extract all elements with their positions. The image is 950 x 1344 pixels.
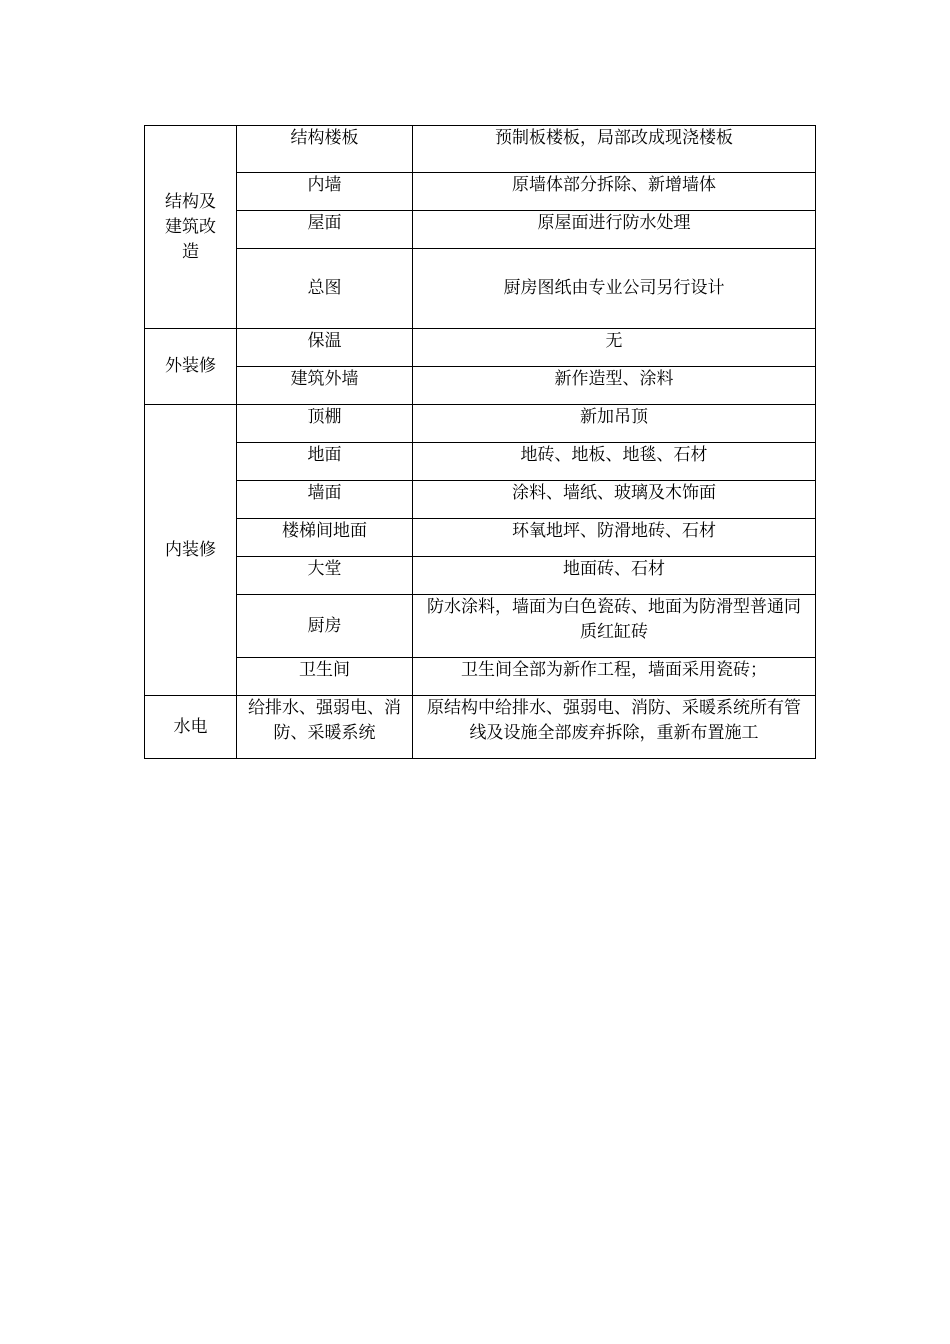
desc-cell: 涂料、墙纸、玻璃及木饰面: [413, 481, 816, 519]
table-row: [145, 367, 816, 405]
item-cell: 地面: [237, 443, 413, 481]
desc-cell: 厨房图纸由专业公司另行设计: [413, 249, 816, 329]
table-row: [145, 696, 816, 759]
table-row: [145, 173, 816, 211]
category-cell: [145, 126, 237, 329]
table-row: [145, 329, 816, 367]
desc-cell: 地面砖、石材: [413, 557, 816, 595]
table-row: [145, 557, 816, 595]
table-row: [145, 249, 816, 329]
item-cell: 楼梯间地面: [237, 519, 413, 557]
table-row: [145, 519, 816, 557]
desc-cell: 新加吊顶: [413, 405, 816, 443]
desc-cell: 新作造型、涂料: [413, 367, 816, 405]
table-row: [145, 658, 816, 696]
item-cell: 厨房: [237, 595, 413, 658]
item-cell: 保温: [237, 329, 413, 367]
item-cell: 结构楼板: [237, 126, 413, 173]
table-row: [145, 211, 816, 249]
category-cell: 外装修: [145, 329, 237, 405]
desc-cell: 无: [413, 329, 816, 367]
desc-cell: 原墙体部分拆除、新增墙体: [413, 173, 816, 211]
item-cell: 给排水、强弱电、消防、采暖系统: [237, 696, 413, 759]
desc-cell: 原屋面进行防水处理: [413, 211, 816, 249]
table-row: [145, 405, 816, 443]
desc-cell: 防水涂料，墙面为白色瓷砖、地面为防滑型普通同质红缸砖: [413, 595, 816, 658]
category-label: 结构及建筑改造: [165, 191, 216, 262]
item-cell: 大堂: [237, 557, 413, 595]
item-cell: 内墙: [237, 173, 413, 211]
item-cell: 卫生间: [237, 658, 413, 696]
category-cell: 水电: [145, 696, 237, 759]
item-cell: 顶棚: [237, 405, 413, 443]
table-row: [145, 126, 816, 173]
item-cell: 建筑外墙: [237, 367, 413, 405]
category-cell: 内装修: [145, 405, 237, 696]
table-row: [145, 443, 816, 481]
desc-cell: 地砖、地板、地毯、石材: [413, 443, 816, 481]
item-cell: 墙面: [237, 481, 413, 519]
table-row: [145, 481, 816, 519]
desc-cell: 原结构中给排水、强弱电、消防、采暖系统所有管线及设施全部废弃拆除，重新布置施工: [413, 696, 816, 759]
desc-cell: 预制板楼板，局部改成现浇楼板: [413, 126, 816, 173]
item-cell: 屋面: [237, 211, 413, 249]
table-row: [145, 595, 816, 658]
renovation-spec-table: [144, 125, 816, 759]
item-cell: 总图: [237, 249, 413, 329]
desc-cell: 卫生间全部为新作工程，墙面采用瓷砖；: [413, 658, 816, 696]
desc-cell: 环氧地坪、防滑地砖、石材: [413, 519, 816, 557]
